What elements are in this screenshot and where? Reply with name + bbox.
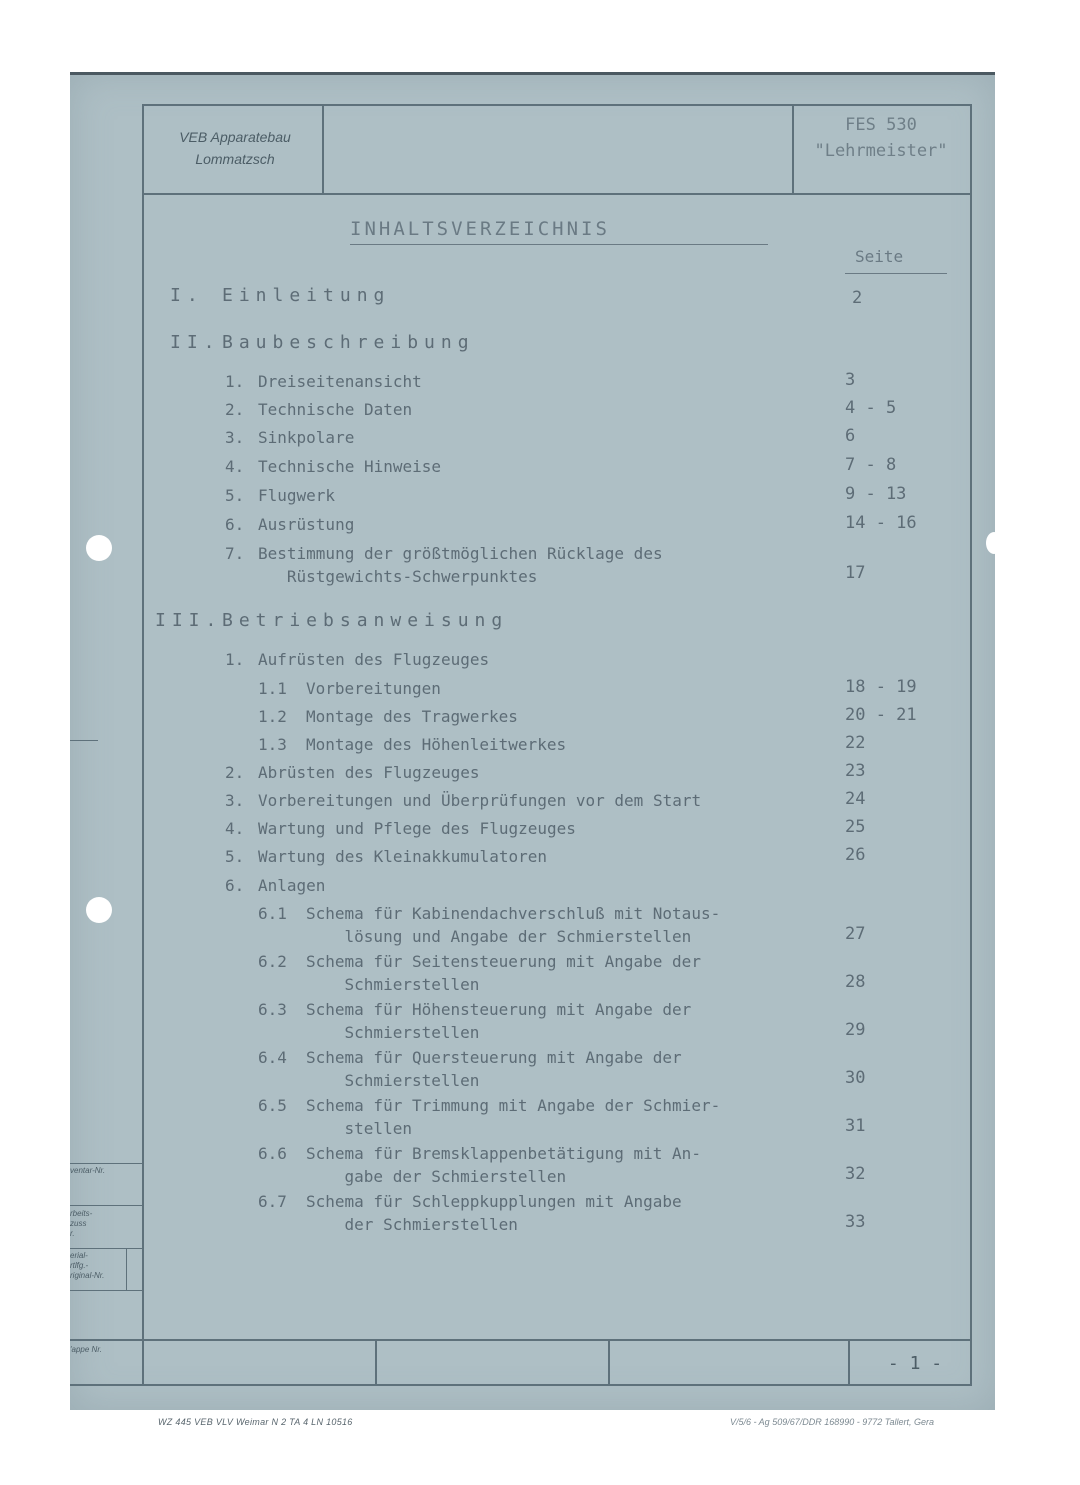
toc-entry-num: II. bbox=[170, 332, 221, 353]
company-line-1: VEB Apparatebau bbox=[179, 129, 291, 145]
company-name bbox=[150, 126, 320, 170]
toc-entry-page: 9 - 13 bbox=[845, 484, 907, 504]
toc-entry-num: 6.2 bbox=[258, 952, 287, 971]
toc-entry-page: 14 - 16 bbox=[845, 513, 917, 533]
toc-entry-num: 5. bbox=[225, 486, 245, 505]
frame-top bbox=[142, 104, 972, 106]
frame-header-bottom bbox=[142, 193, 972, 195]
arbeits-field-label: rbeits- zuss r. bbox=[70, 1209, 93, 1238]
toc-entry-page: 24 bbox=[845, 789, 866, 809]
inventar-field-label: ventar-Nr. bbox=[70, 1166, 106, 1175]
frame-right bbox=[970, 104, 972, 1386]
toc-entry-text: Schema für Quersteuerung mit Angabe der Schmierstellen bbox=[306, 1048, 682, 1090]
toc-entry-num: 6.5 bbox=[258, 1096, 287, 1115]
toc-entry-text: Schema für Seitensteuerung mit Angabe der Schmierstellen bbox=[306, 952, 701, 994]
frame-footer-divider-3 bbox=[848, 1339, 850, 1386]
toc-entry-text: Schema für Bremsklappenbetätigung mit An- gabe der Schmierstellen bbox=[306, 1144, 701, 1186]
toc-entry-page: 33 bbox=[845, 1212, 866, 1232]
toc-entry-page: 17 bbox=[845, 563, 866, 583]
toc-entry-num: 4. bbox=[225, 819, 245, 838]
toc-entry-num: 3. bbox=[225, 791, 245, 810]
side-margin-mark bbox=[70, 740, 98, 741]
side-box-line-1 bbox=[70, 1163, 142, 1164]
page-number: - 1 - bbox=[887, 1353, 943, 1374]
toc-entry-text: Flugwerk bbox=[258, 486, 336, 505]
toc-entry-text: Baubeschreibung bbox=[222, 332, 475, 353]
toc-entry-num: 6.7 bbox=[258, 1192, 287, 1211]
frame-footer-bottom bbox=[70, 1384, 972, 1386]
toc-entry-num: 3. bbox=[225, 428, 245, 447]
toc-entry-text: Aufrüsten des Flugzeuges bbox=[258, 650, 490, 669]
toc-entry-text: Schema für Kabinendachverschluß mit Notaus- lösung und Angabe der Schmierstellen bbox=[306, 904, 721, 946]
toc-entry-text: Schema für Schleppkupplungen mit Angabe der Schmierstellen bbox=[306, 1192, 682, 1234]
toc-entry-num: 6.3 bbox=[258, 1000, 287, 1019]
aircraft-type-line-1: FES 530 bbox=[845, 115, 917, 135]
toc-entry-text: Schema für Höhensteuerung mit Angabe der Schmierstellen bbox=[306, 1000, 692, 1042]
aircraft-type-line-2: "Lehrmeister" bbox=[814, 141, 948, 161]
toc-entry-num: 6.1 bbox=[258, 904, 287, 923]
toc-entry-num: 1. bbox=[225, 650, 245, 669]
toc-title: INHALTSVERZEICHNIS bbox=[350, 218, 610, 240]
toc-entry-text: Technische Daten bbox=[258, 400, 413, 419]
toc-entry-text: Einleitung bbox=[222, 285, 391, 306]
toc-entry-page: 28 bbox=[845, 972, 866, 992]
frame-footer-divider-1 bbox=[375, 1339, 377, 1386]
toc-title-underline bbox=[350, 244, 768, 245]
toc-entry-num: 2. bbox=[225, 400, 245, 419]
toc-entry-page: 30 bbox=[845, 1068, 866, 1088]
page-column-underline bbox=[845, 273, 947, 274]
toc-entry-page: 22 bbox=[845, 733, 866, 753]
aircraft-type bbox=[795, 112, 967, 164]
toc-entry-page: 32 bbox=[845, 1164, 866, 1184]
toc-entry-page: 4 - 5 bbox=[845, 398, 897, 418]
toc-entry-text: Montage des Tragwerkes bbox=[306, 707, 518, 726]
toc-entry-text: Montage des Höhenleitwerkes bbox=[306, 735, 567, 754]
toc-entry-num: 1.3 bbox=[258, 735, 287, 754]
sheet-top-edge bbox=[70, 72, 995, 75]
mappe-field-label: 'appe Nr. bbox=[70, 1345, 102, 1354]
toc-entry-text: Ausrüstung bbox=[258, 515, 355, 534]
toc-entry-text: Vorbereitungen bbox=[306, 679, 441, 698]
toc-entry-page: 29 bbox=[845, 1020, 866, 1040]
toc-entry-page: 6 bbox=[845, 426, 856, 446]
toc-entry-text: Technische Hinweise bbox=[258, 457, 442, 476]
toc-entry-num: 6.6 bbox=[258, 1144, 287, 1163]
punch-hole-top bbox=[86, 535, 112, 561]
toc-entry-text: Vorbereitungen und Überprüfungen vor dem Start bbox=[258, 791, 702, 810]
toc-entry-text: Schema für Trimmung mit Angabe der Schmier- stellen bbox=[306, 1096, 721, 1138]
toc-entry-num: 6.4 bbox=[258, 1048, 287, 1067]
toc-entry-text: Anlagen bbox=[258, 876, 326, 895]
frame-footer-divider-2 bbox=[608, 1339, 610, 1386]
side-box-line-4 bbox=[70, 1290, 142, 1291]
toc-entry-page: 27 bbox=[845, 924, 866, 944]
toc-entry-text: Bestimmung der größtmöglichen Rücklage des Rüstgewichts-Schwerpunktes bbox=[258, 544, 663, 586]
page-column-label: Seite bbox=[855, 247, 904, 266]
toc-entry-num: 1.2 bbox=[258, 707, 287, 726]
toc-entry-num: 6. bbox=[225, 515, 245, 534]
toc-entry-num: 4. bbox=[225, 457, 245, 476]
toc-entry-page: 7 - 8 bbox=[845, 455, 897, 475]
punch-hole-right bbox=[986, 532, 1002, 554]
toc-entry-page: 31 bbox=[845, 1116, 866, 1136]
frame-header-divider-2 bbox=[792, 104, 794, 195]
toc-entry-num: 7. bbox=[225, 544, 245, 563]
toc-entry-num: 1.1 bbox=[258, 679, 287, 698]
punch-hole-bottom bbox=[86, 897, 112, 923]
toc-entry-page: 23 bbox=[845, 761, 866, 781]
toc-entry-text: Sinkpolare bbox=[258, 428, 355, 447]
toc-entry-page: 3 bbox=[845, 370, 856, 390]
toc-entry-page: 20 - 21 bbox=[845, 705, 917, 725]
frame-footer-top bbox=[70, 1339, 972, 1341]
toc-entry-text: Betriebsanweisung bbox=[222, 610, 509, 631]
toc-entry-num: I. bbox=[170, 285, 204, 306]
toc-entry-page: 18 - 19 bbox=[845, 677, 917, 697]
side-box-line-2 bbox=[70, 1205, 142, 1206]
toc-entry-num: 2. bbox=[225, 763, 245, 782]
toc-entry-page: 26 bbox=[845, 845, 866, 865]
toc-entry-num: 5. bbox=[225, 847, 245, 866]
toc-entry-text: Wartung und Pflege des Flugzeuges bbox=[258, 819, 576, 838]
toc-entry-page: 2 bbox=[852, 288, 863, 308]
toc-entry-num: 1. bbox=[225, 372, 245, 391]
frame-header-divider-1 bbox=[322, 104, 324, 195]
toc-entry-text: Dreiseitenansicht bbox=[258, 372, 422, 391]
toc-entry-num: III. bbox=[155, 610, 223, 631]
company-line-2: Lommatzsch bbox=[195, 151, 275, 167]
print-imprint-right: V/5/6 - Ag 509/67/DDR 168990 - 9772 Tallert, Gera bbox=[730, 1417, 934, 1427]
serial-field-label: erial- rtlfg.- riginal-Nr. bbox=[70, 1251, 105, 1280]
toc-entry-page: 25 bbox=[845, 817, 866, 837]
print-imprint-left: WZ 445 VEB VLV Weimar N 2 TA 4 LN 10516 bbox=[158, 1417, 353, 1427]
toc-entry-text: Wartung des Kleinakkumulatoren bbox=[258, 847, 547, 866]
toc-entry-text: Abrüsten des Flugzeuges bbox=[258, 763, 480, 782]
frame-left bbox=[142, 104, 144, 1386]
side-box-line-3 bbox=[70, 1248, 142, 1249]
toc-entry-num: 6. bbox=[225, 876, 245, 895]
